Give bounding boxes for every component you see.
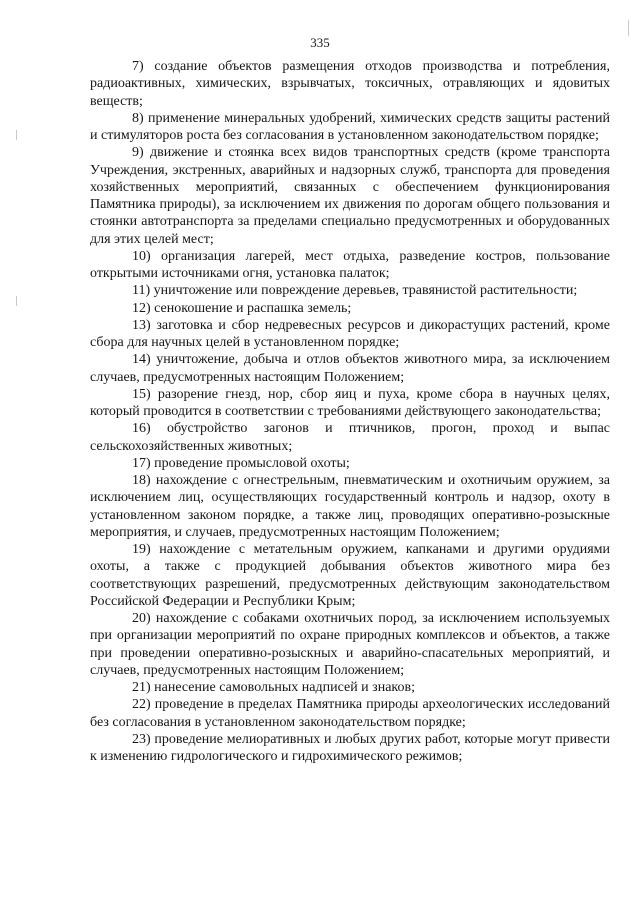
scan-edge-mark: [628, 20, 629, 36]
list-item-7: 7) создание объектов размещения отходов производства и потребления, радиоактивных, химических, взрывчатых, токсичных, отравляющих и ядовитых веществ;: [90, 59, 610, 109]
list-item-11: 11) уничтожение или повреждение деревьев, травянистой растительности;: [132, 283, 578, 299]
list-item-21: 21) нанесение самовольных надписей и знаков;: [132, 680, 416, 695]
list-item-10: 10) организация лагерей, мест отдыха, разведение костров, пользование открытыми источниками огня, установка палаток;: [90, 248, 610, 281]
scan-edge-mark: [16, 296, 17, 306]
list-item-16: 16) обустройство загонов и птичников, прогон, проход и выпас сельскохозяйственных животных;: [90, 421, 610, 454]
list-item-22: 22) проведение в пределах Памятника природы археологических исследований без согласования в установленном законодательством порядке;: [90, 697, 610, 730]
list-item-23: 23) проведение мелиоративных и любых других работ, которые могут привести к изменению гидрологического и гидрохимического режимов;: [90, 731, 610, 764]
list-item-15: 15) разорение гнезд, нор, сбор яиц и пуха, кроме сбора в научных целях, который проводится в соответствии с требованиями действующего законодательства;: [90, 386, 610, 419]
list-item-20: 20) нахождение с собаками охотничьих пород, за исключением используемых при организации мероприятий по охране природных комплексов и объектов, а также при проведении оперативно-розыскных и аварийно-спасательных мероприятий, и случаев, предусмотренных настоящим Положением;: [90, 611, 610, 678]
list-item-14: 14) уничтожение, добыча и отлов объектов животного мира, за исключением случаев, предусмотренных настоящим Положением;: [90, 352, 610, 385]
list-item-17: 17) проведение промысловой охоты;: [132, 455, 350, 471]
list-item-18: 18) нахождение с огнестрельным, пневматическим и охотничьим оружием, за исключением лиц, осуществляющих государственный контроль и надзор, охоту в установленном законом порядке, а также лиц, проводящих оперативно-розыскные мероприятия, и случаев, предусмотренных настоящим Положением;: [90, 473, 610, 540]
list-item-12: 12) сенокошение и распашка земель;: [132, 300, 352, 316]
page-number: 335: [310, 35, 330, 50]
document-body: [90, 58, 610, 765]
list-item-8: 8) применение минеральных удобрений, химических средств защиты растений и стимуляторов роста без согласования в установленном законодательством порядке;: [90, 110, 610, 143]
list-item-9: 9) движение и стоянка всех видов транспортных средств (кроме транспорта Учреждения, экстренных, аварийных и надзорных служб, транспорта для проведения хозяйственных мероприятий, связанных с обеспечением функционирования Памятника природы), за исключением их движения по дорогам общего пользования и стоянки автотранспорта за пределами специально предусмотренных и оборудованных для этих целей мест;: [90, 145, 610, 247]
list-item-19: 19) нахождение с метательным оружием, капканами и другими орудиями охоты, а также с продукцией добывания объектов животного мира без соответствующих разрешений, предусмотренных действующим законодательством Российской Федерации и Республики Крым;: [90, 542, 610, 609]
scan-edge-mark: [16, 130, 17, 140]
list-item-13: 13) заготовка и сбор недревесных ресурсов и дикорастущих растений, кроме сбора для научных целей в установленном порядке;: [90, 317, 610, 350]
